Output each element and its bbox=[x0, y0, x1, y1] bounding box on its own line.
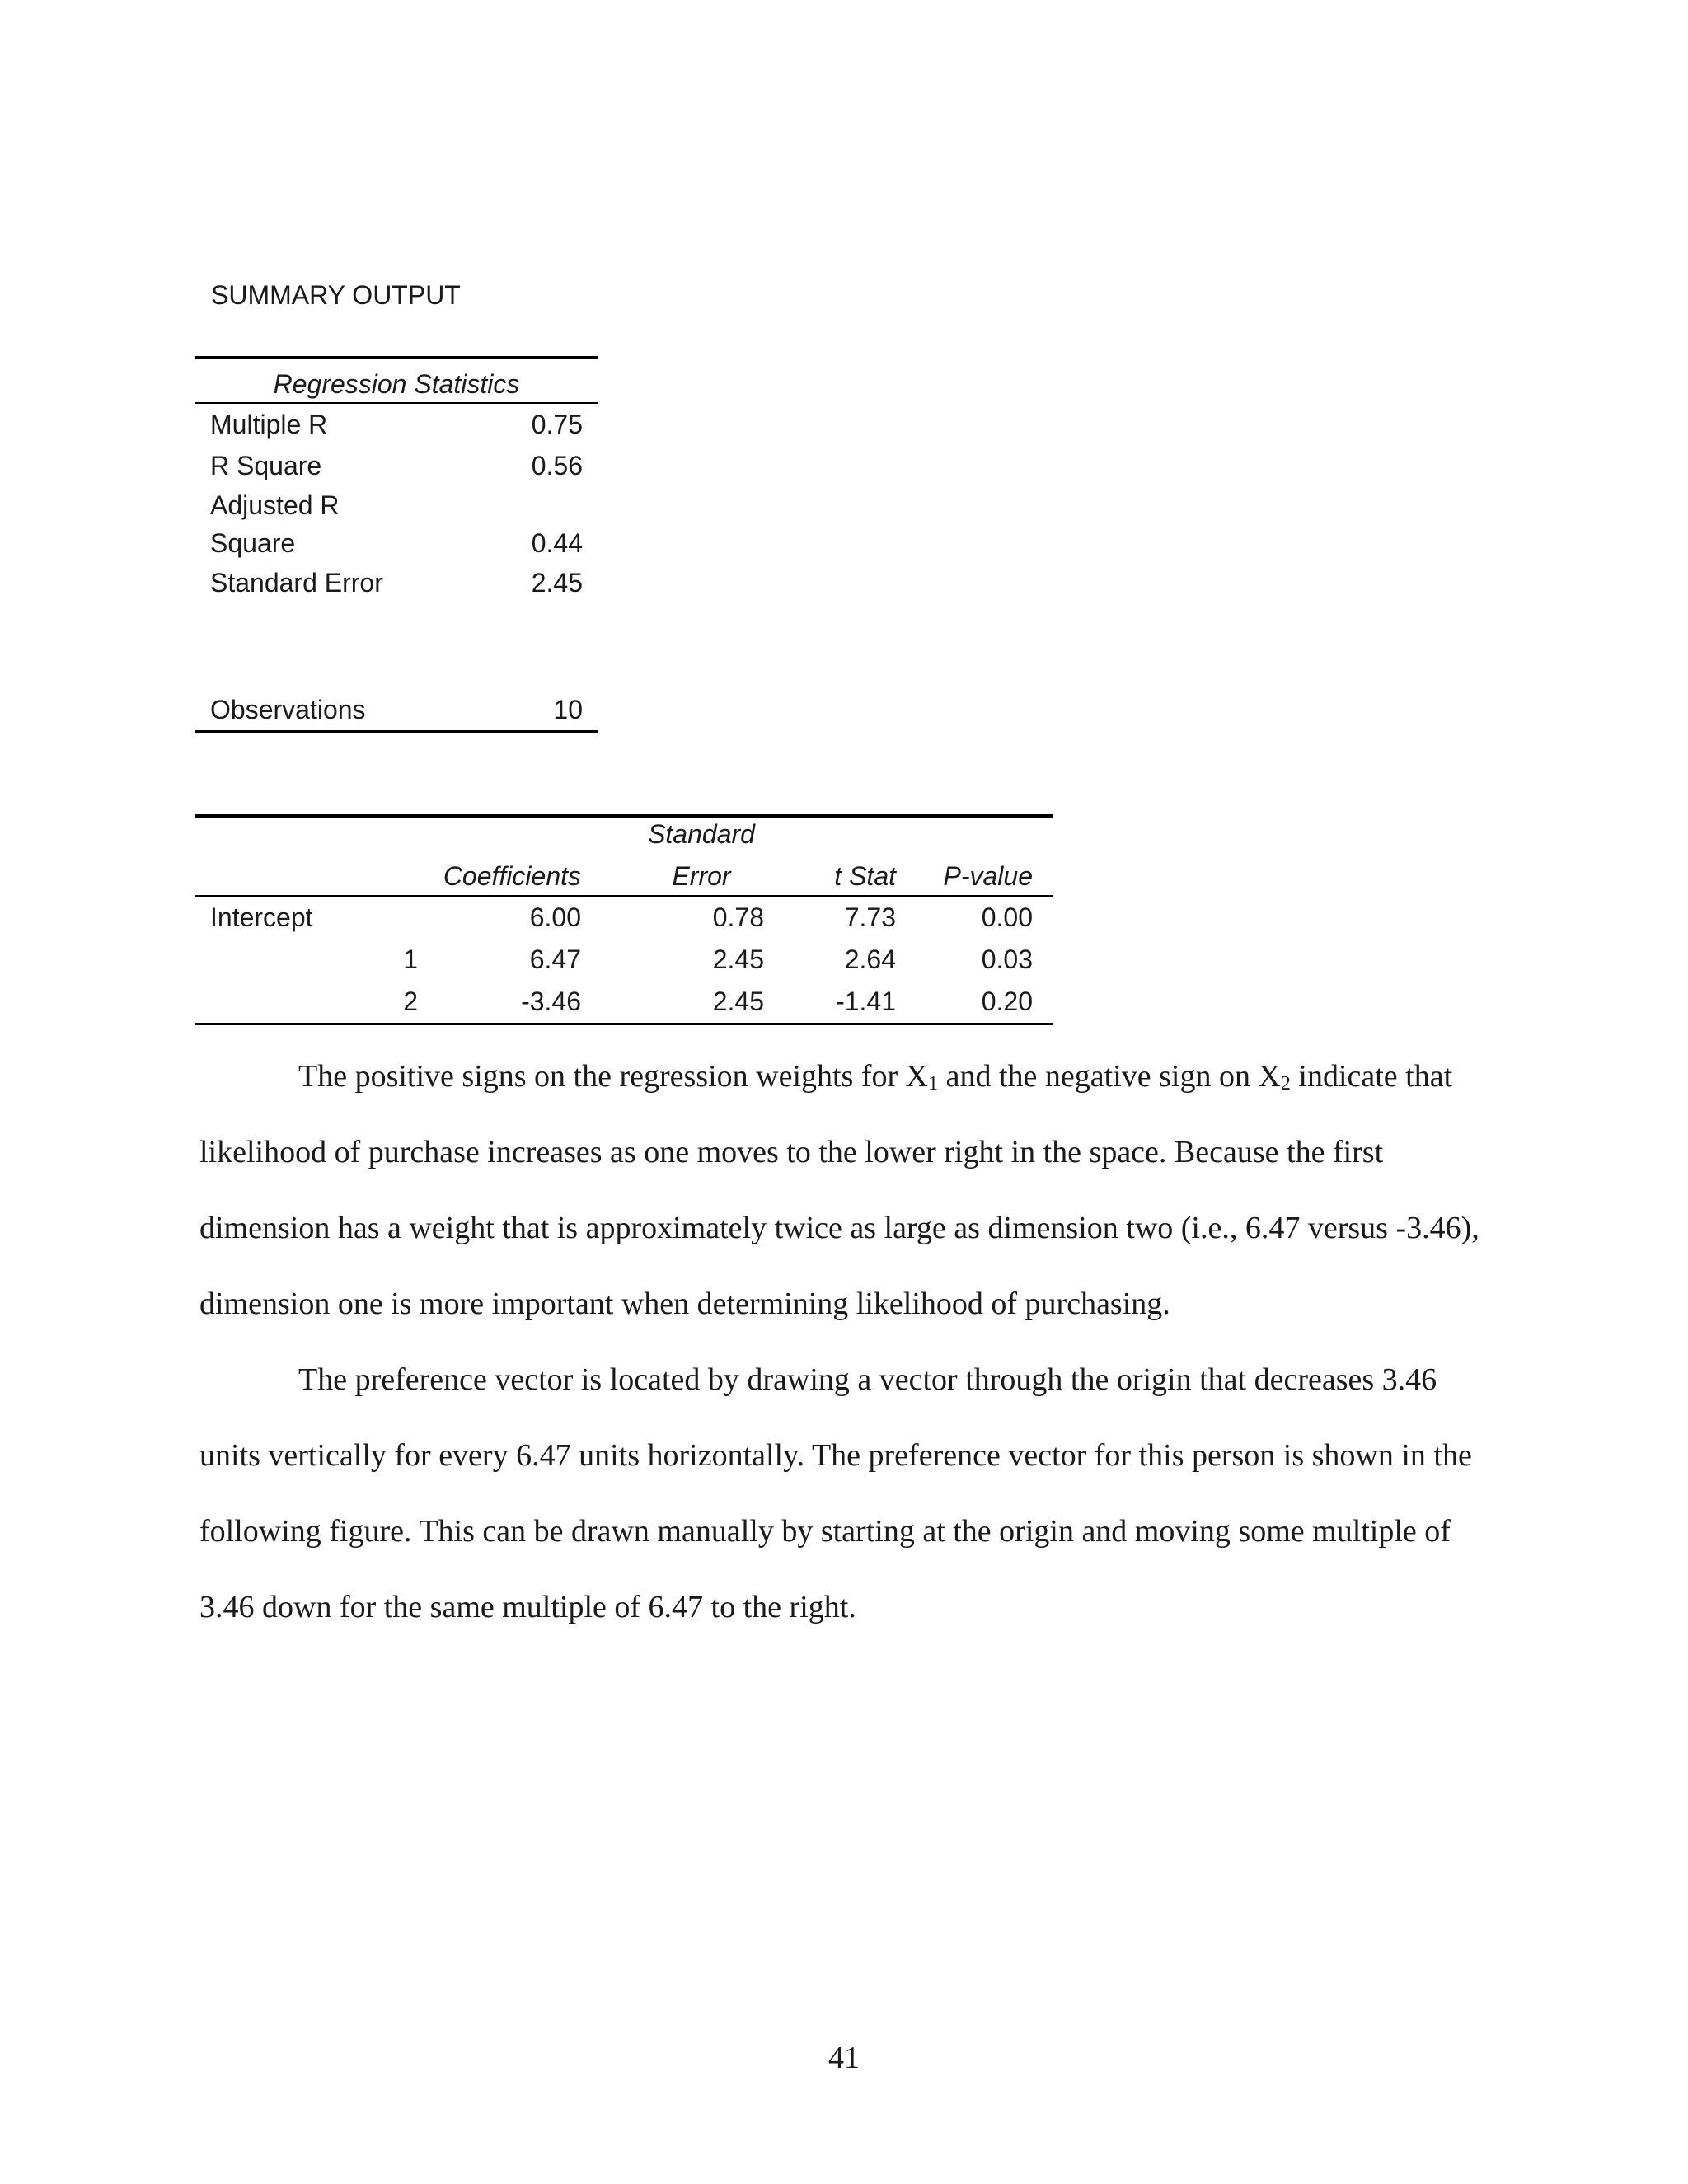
summary-title: SUMMARY OUTPUT bbox=[211, 280, 461, 310]
cell-p-value: 0.03 bbox=[981, 944, 1033, 974]
header-std-error-line2: Error bbox=[672, 861, 731, 891]
row-label: 1 bbox=[403, 944, 418, 974]
cell-std-error: 2.45 bbox=[712, 944, 764, 974]
page-number: 41 bbox=[828, 2041, 860, 2075]
header-t-stat: t Stat bbox=[834, 861, 896, 891]
cell-t-stat: -1.41 bbox=[836, 987, 896, 1016]
cell-p-value: 0.00 bbox=[981, 902, 1033, 932]
blank-spacer-row bbox=[195, 603, 598, 689]
table-row bbox=[195, 981, 1053, 1023]
cell-std-error: 0.78 bbox=[712, 902, 764, 932]
cell-t-stat: 7.73 bbox=[844, 902, 896, 932]
stat-value: 10 bbox=[553, 695, 583, 724]
paragraph-text: indicate that likelihood of purchase increases as one moves to the lower right in the space. Because the first dimension has a weight that is approximately twice as large as dimension two (i.e., 6.47 versus -3.46), dimension one is more important when determining likelihood of purchasing. bbox=[199, 1059, 1479, 1321]
stat-label: Standard Error bbox=[210, 568, 383, 598]
stat-value: 0.75 bbox=[531, 410, 583, 439]
stat-value: 2.45 bbox=[531, 568, 583, 598]
subscript: 1 bbox=[928, 1073, 939, 1094]
stat-row-standard-error bbox=[195, 562, 598, 603]
coefficients-header-row bbox=[195, 818, 1053, 897]
coefficients-table bbox=[195, 814, 1053, 1025]
stat-row-r-square bbox=[195, 445, 598, 486]
paragraph-text: The preference vector is located by drawing a vector through the origin that decreases 3.46 units vertically for every 6.47 units horizontally. The preference vector for this person is shown in the following figure. This can be drawn manually by starting at the origin and moving some multiple of 3.46 down for the same multiple of 6.47 to the right. bbox=[199, 1362, 1472, 1624]
cell-p-value: 0.20 bbox=[981, 987, 1033, 1016]
paragraph-regression-weights bbox=[199, 1038, 1485, 1342]
table-row bbox=[195, 897, 1053, 939]
stat-label: R Square bbox=[210, 451, 322, 480]
paragraph-text: The positive signs on the regression weights for X bbox=[298, 1059, 929, 1094]
stat-label bbox=[210, 486, 340, 562]
cell-std-error: 2.45 bbox=[712, 987, 764, 1016]
stat-value: 0.56 bbox=[531, 451, 583, 480]
stat-label: Multiple R bbox=[210, 410, 328, 439]
table-bottom-rule bbox=[195, 730, 598, 733]
stat-label: Observations bbox=[210, 695, 366, 724]
cell-coefficient: -3.46 bbox=[521, 987, 581, 1016]
subscript: 2 bbox=[1280, 1073, 1291, 1094]
header-std-error-line1: Standard bbox=[648, 819, 755, 849]
row-label: Intercept bbox=[210, 902, 313, 932]
paragraph-text: and the negative sign on X bbox=[938, 1059, 1281, 1094]
stat-value: 0.44 bbox=[531, 528, 583, 558]
table-bottom-rule bbox=[195, 1023, 1053, 1025]
stat-row-multiple-r bbox=[195, 404, 598, 445]
header-p-value: P-value bbox=[943, 861, 1033, 891]
row-label: 2 bbox=[403, 987, 418, 1016]
regression-statistics-table bbox=[195, 356, 598, 733]
paragraph-preference-vector bbox=[199, 1342, 1485, 1645]
stat-label-line1: Adjusted R bbox=[210, 490, 340, 520]
cell-coefficient: 6.00 bbox=[529, 902, 581, 932]
header-coefficients: Coefficients bbox=[443, 861, 581, 891]
stat-row-observations bbox=[195, 689, 598, 730]
stat-row-adjusted-r-square bbox=[195, 486, 598, 562]
cell-coefficient: 6.47 bbox=[529, 944, 581, 974]
stat-label-line2: Square bbox=[210, 528, 296, 558]
regression-statistics-header: Regression Statistics bbox=[195, 359, 598, 404]
cell-t-stat: 2.64 bbox=[844, 944, 896, 974]
table-row bbox=[195, 939, 1053, 981]
